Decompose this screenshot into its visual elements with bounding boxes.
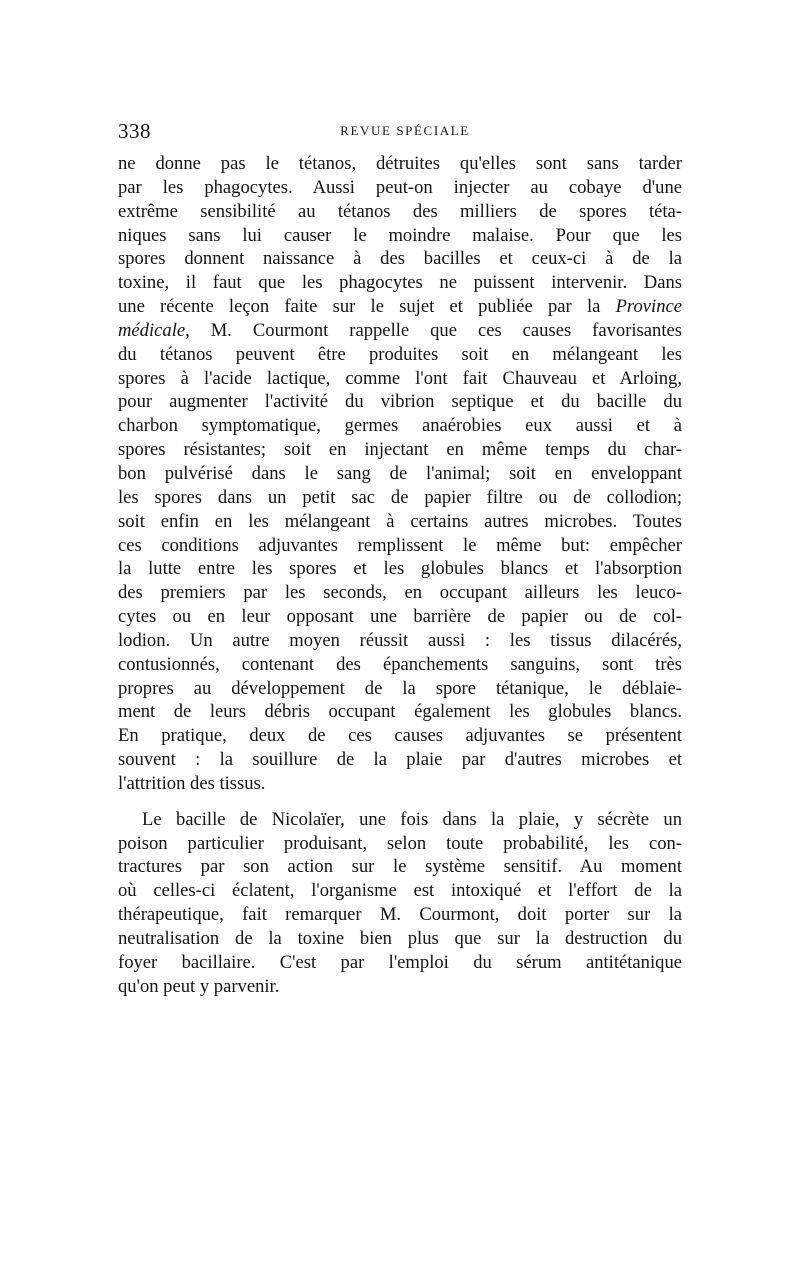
text-line: charbon symptomatique, germes anaérobies eux aussi et à [118, 415, 682, 437]
text-line: En pratique, deux de ces causes adjuvantes se présentent [118, 725, 682, 747]
text-line: ne donne pas le tétanos, détruites qu'elles sont sans tarder [118, 153, 682, 174]
paragraph-gap [118, 796, 682, 808]
text-line: des premiers par les seconds, en occupant ailleurs les leuco- [118, 582, 682, 604]
italic-continuation: médicale, [118, 319, 190, 341]
text-line: neutralisation de la toxine bien plus que sur la destruction du [118, 928, 682, 949]
body-text [118, 152, 682, 999]
page-number: 338 [118, 119, 151, 143]
text-line: spores résistantes; soit en injectant en même temps du char- [118, 439, 682, 461]
text-line: ces conditions adjuvantes remplissent le même but: empêcher [118, 534, 682, 556]
text-line: bon pulvérisé dans le sang de l'animal; soit en enveloppant [118, 462, 682, 484]
paragraph-2 [118, 808, 682, 999]
text-line: par les phagocytes. Aussi peut-on injecter au cobaye d'une [118, 176, 682, 198]
text-line: l'attrition des tissus. [118, 772, 266, 794]
text-line: tractures par son action sur le système sensitif. Au moment [118, 856, 682, 878]
text-line: spores à l'acide lactique, comme l'ont fait Chauveau et Arloing, [118, 367, 682, 389]
text-line: lodion. Un autre moyen réussit aussi : les tissus dilacérés, [118, 629, 682, 651]
text-line: niques sans lui causer le moindre malaise. Pour que les [118, 224, 682, 246]
text-fragment: une récente leçon faite sur le sujet et publiée par la [118, 296, 601, 318]
text-line: spores donnent naissance à des bacilles et ceux-ci à de la [118, 248, 682, 270]
paragraph-1 [118, 152, 682, 796]
text-line: ment de leurs débris occupant également les globules blancs. [118, 701, 682, 723]
text-line: thérapeutique, fait remarquer M. Courmont, doit porter sur la [118, 904, 682, 926]
text-line: foyer bacillaire. C'est par l'emploi du sérum antitétanique [118, 951, 682, 973]
text-line: propres au développement de la spore tétanique, le déblaie- [118, 677, 682, 699]
text-line: Le bacille de Nicolaïer, une fois dans la plaie, y sécrète un [142, 808, 682, 830]
text-line: cytes ou en leur opposant une barrière de papier ou de col- [118, 606, 682, 628]
text-line: extrême sensibilité au tétanos des milliers de spores téta- [118, 200, 682, 222]
text-line: toxine, il faut que les phagocytes ne puissent intervenir. Dans [118, 272, 682, 294]
text-line-with-italic [118, 295, 682, 319]
text-line: la lutte entre les spores et les globules blancs et l'absorption [118, 558, 682, 580]
text-line: souvent : la souillure de la plaie par d'autres microbes et [118, 749, 682, 771]
text-line: du tétanos peuvent être produites soit en mélangeant les [118, 343, 682, 365]
text-line: contusionnés, contenant des épanchements sanguins, sont très [118, 653, 682, 675]
text-line [118, 319, 682, 343]
text-line: où celles-ci éclatent, l'organisme est intoxiqué et l'effort de la [118, 880, 682, 902]
text-fragment: M. Courmont rappelle que ces causes favorisantes [189, 319, 682, 341]
text-line: les spores dans un petit sac de papier filtre ou de collodion; [118, 486, 682, 508]
running-title: REVUE SPÉCIALE [340, 123, 470, 138]
text-line: poison particulier produisant, selon toute probabilité, les con- [118, 832, 682, 854]
text-line: qu'on peut y parvenir. [118, 975, 280, 997]
running-head [118, 118, 682, 144]
text-line: soit enfin en les mélangeant à certains autres microbes. Toutes [118, 510, 682, 532]
italic-reference: Province [615, 296, 682, 318]
text-line: pour augmenter l'activité du vibrion septique et du bacille du [118, 391, 682, 413]
